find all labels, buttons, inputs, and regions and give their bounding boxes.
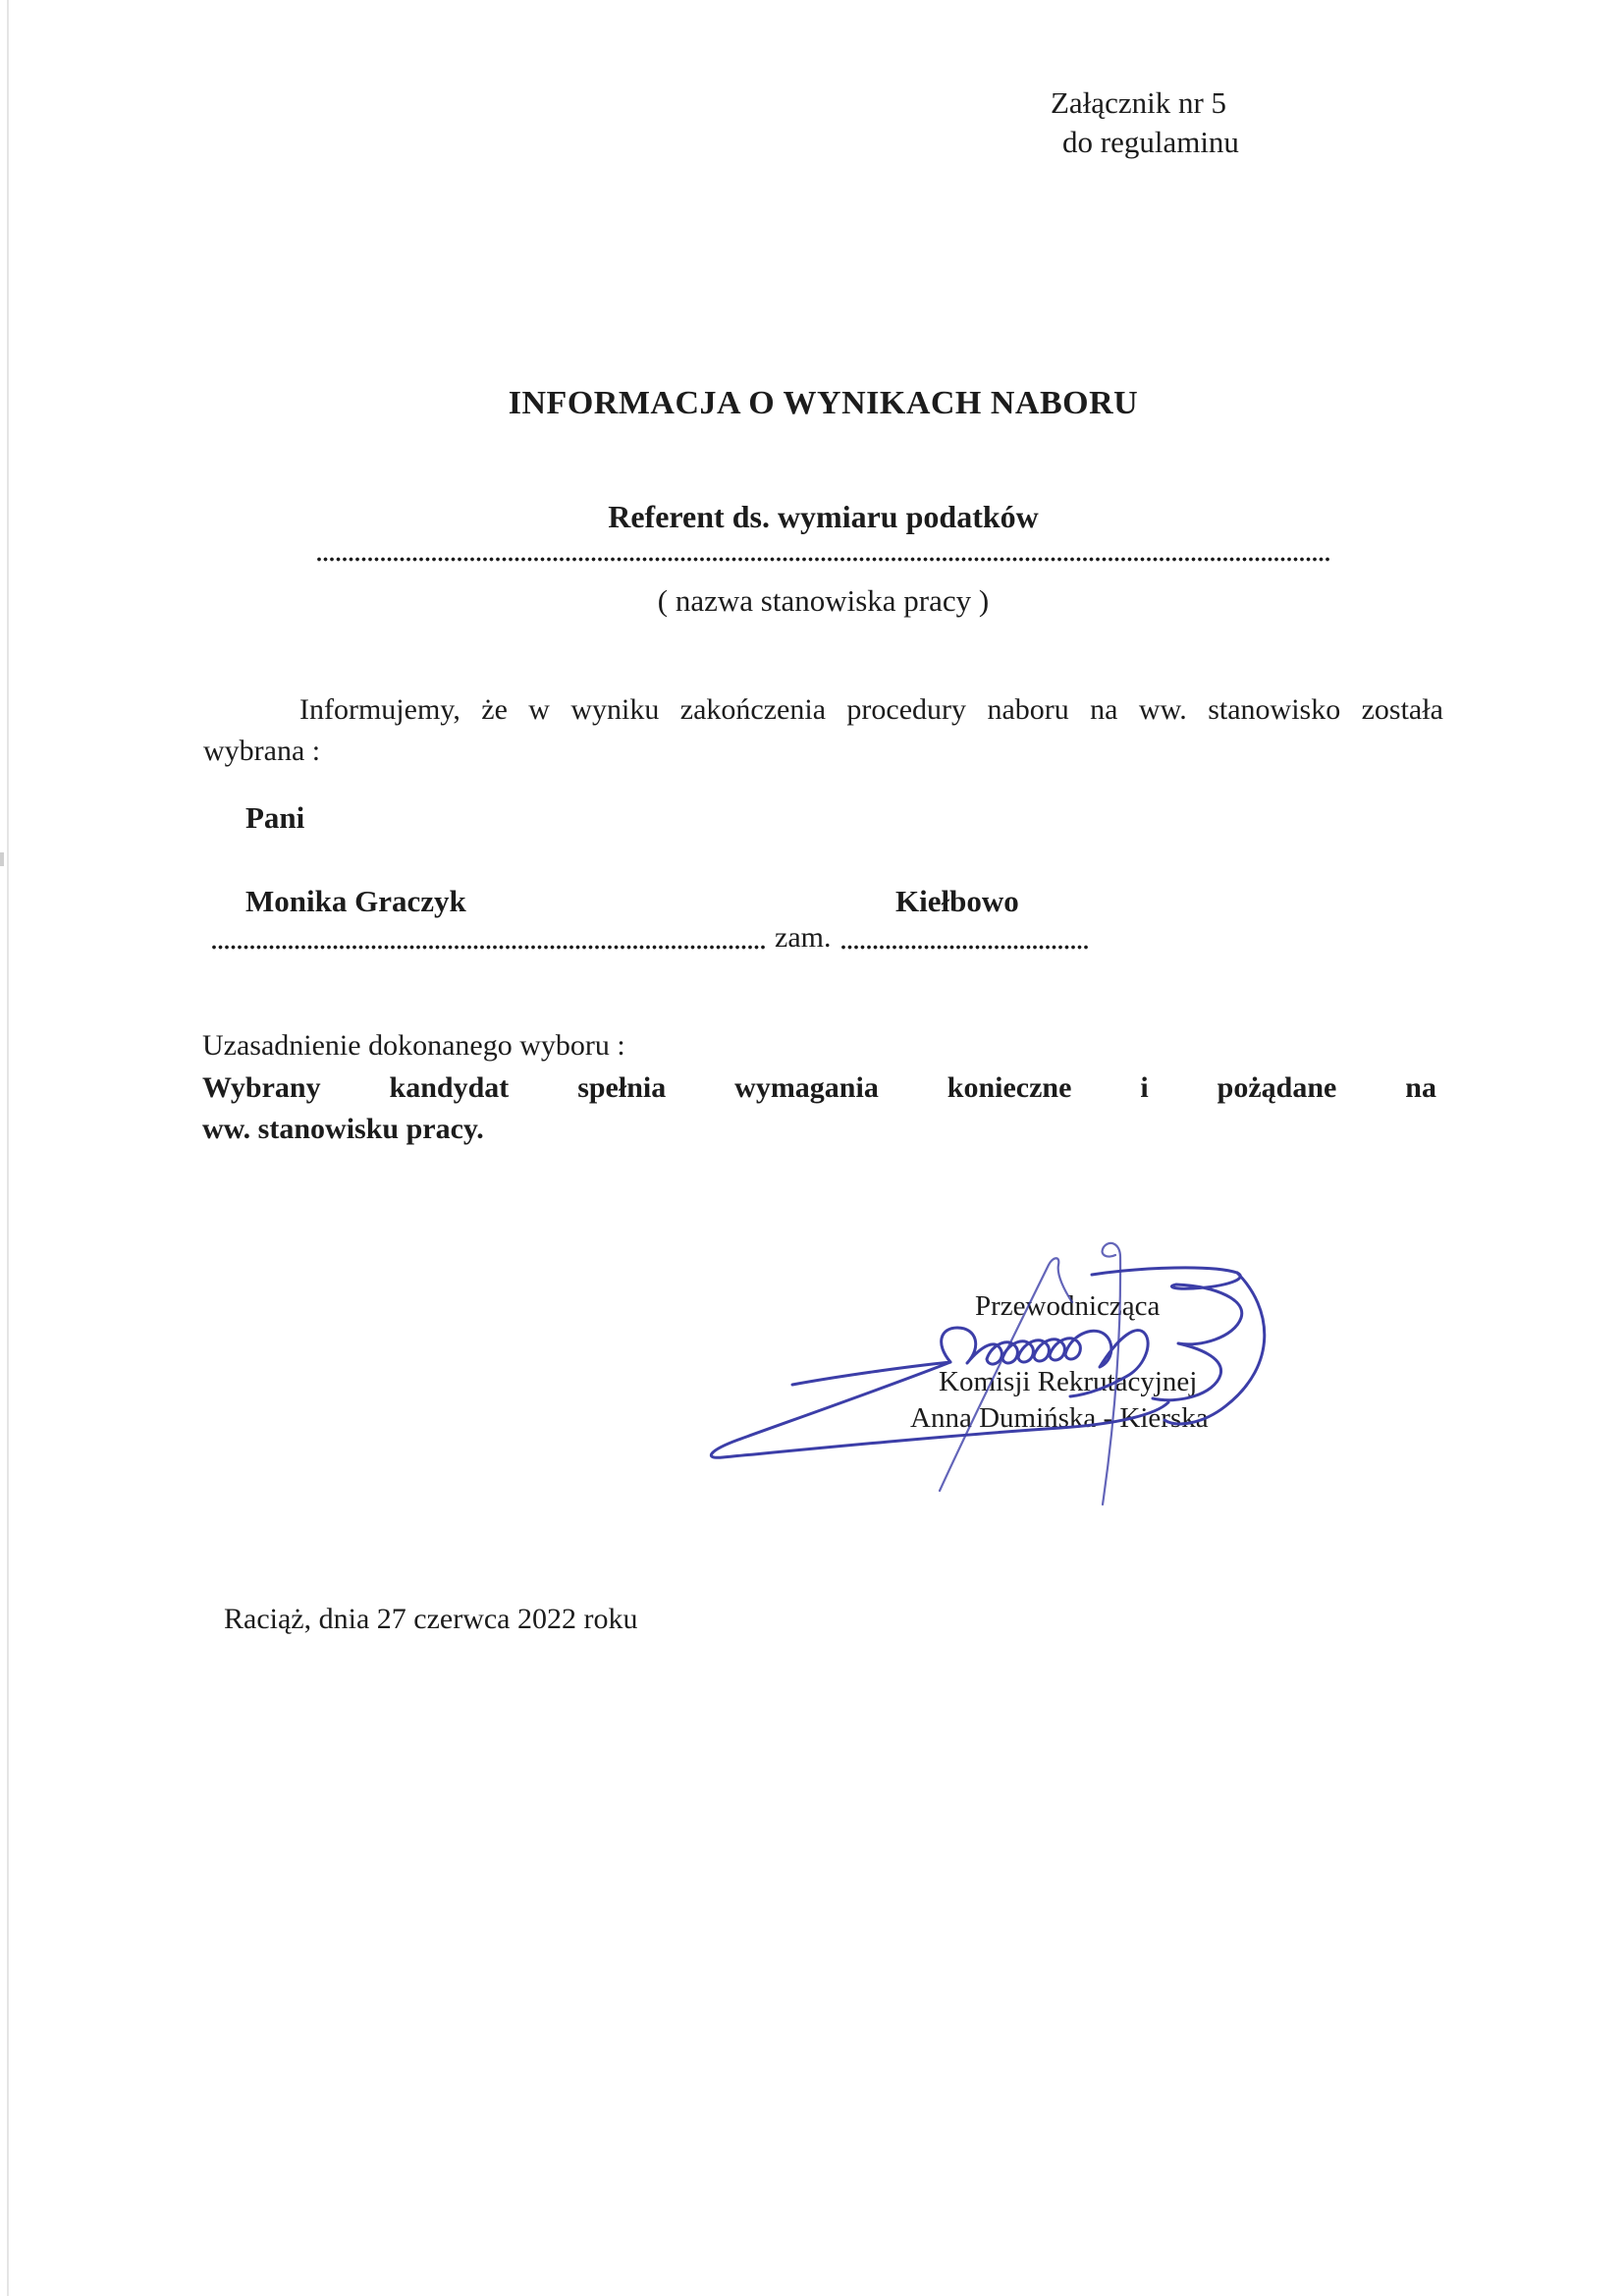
signature-role-line2: Komisji Rekrutacyjnej (939, 1366, 1198, 1397)
dotted-line (316, 556, 1329, 563)
word: ww. (1138, 693, 1187, 726)
residence-line (211, 921, 1105, 955)
signature-ink (711, 1243, 1264, 1504)
dotted-line (211, 944, 767, 951)
word: spełnia (577, 1071, 667, 1104)
word: kandydat (389, 1071, 510, 1104)
word: zakończenia (679, 693, 827, 726)
signature-stroke (711, 1362, 1168, 1457)
word: stanowisko (1208, 693, 1341, 726)
word: Wybrany (202, 1071, 321, 1104)
attachment-line2: do regulaminu (1062, 125, 1239, 159)
scan-edge-mark (0, 852, 4, 866)
handwritten-signature (687, 1218, 1296, 1552)
attachment-line1: Załącznik nr 5 (1051, 85, 1227, 120)
attachment-note (1051, 83, 1239, 162)
word: że (481, 693, 508, 726)
word: wymagania (734, 1071, 879, 1104)
signature-role-line1: Przewodnicząca (975, 1290, 1161, 1322)
word: na (1090, 693, 1118, 726)
word: konieczne (947, 1071, 1072, 1104)
signature-stroke (792, 1328, 1148, 1396)
document-title: INFORMACJA O WYNIKACH NABORU (508, 385, 1139, 421)
date-place-line: Raciąż, dnia 27 czerwca 2022 roku (224, 1603, 638, 1635)
signature-signer-name: Anna Dumińska - Kierska (910, 1402, 1209, 1434)
signature-stroke (1092, 1268, 1242, 1400)
justification-line2: ww. stanowisku pracy. (202, 1113, 484, 1145)
word: naboru (987, 693, 1069, 726)
word: została (1361, 693, 1443, 726)
word: w (528, 693, 550, 726)
word: i (1140, 1071, 1149, 1104)
signature-stroke (940, 1258, 1072, 1491)
zam-label: zam. (775, 921, 832, 954)
scan-edge-artifact (7, 0, 9, 2296)
signature-stroke (1103, 1243, 1121, 1504)
word: Informujemy, (299, 693, 460, 726)
intro-line1 (299, 693, 1443, 727)
candidate-city: Kiełbowo (895, 884, 1019, 918)
word: wyniku (570, 693, 660, 726)
word: procedury (846, 693, 967, 726)
intro-line2: wybrana : (203, 735, 321, 767)
candidate-name: Monika Graczyk (245, 884, 466, 918)
dotted-line (840, 944, 1089, 951)
justification-line1 (202, 1071, 1436, 1105)
position-name: Referent ds. wymiaru podatków (608, 499, 1039, 534)
position-caption: ( nazwa stanowiska pracy ) (657, 583, 990, 618)
signature-stroke (1164, 1273, 1265, 1424)
word: pożądane (1217, 1071, 1337, 1104)
justification-heading: Uzasadnienie dokonanego wyboru : (202, 1029, 625, 1062)
word: na (1405, 1071, 1436, 1104)
candidate-salutation: Pani (245, 800, 305, 835)
